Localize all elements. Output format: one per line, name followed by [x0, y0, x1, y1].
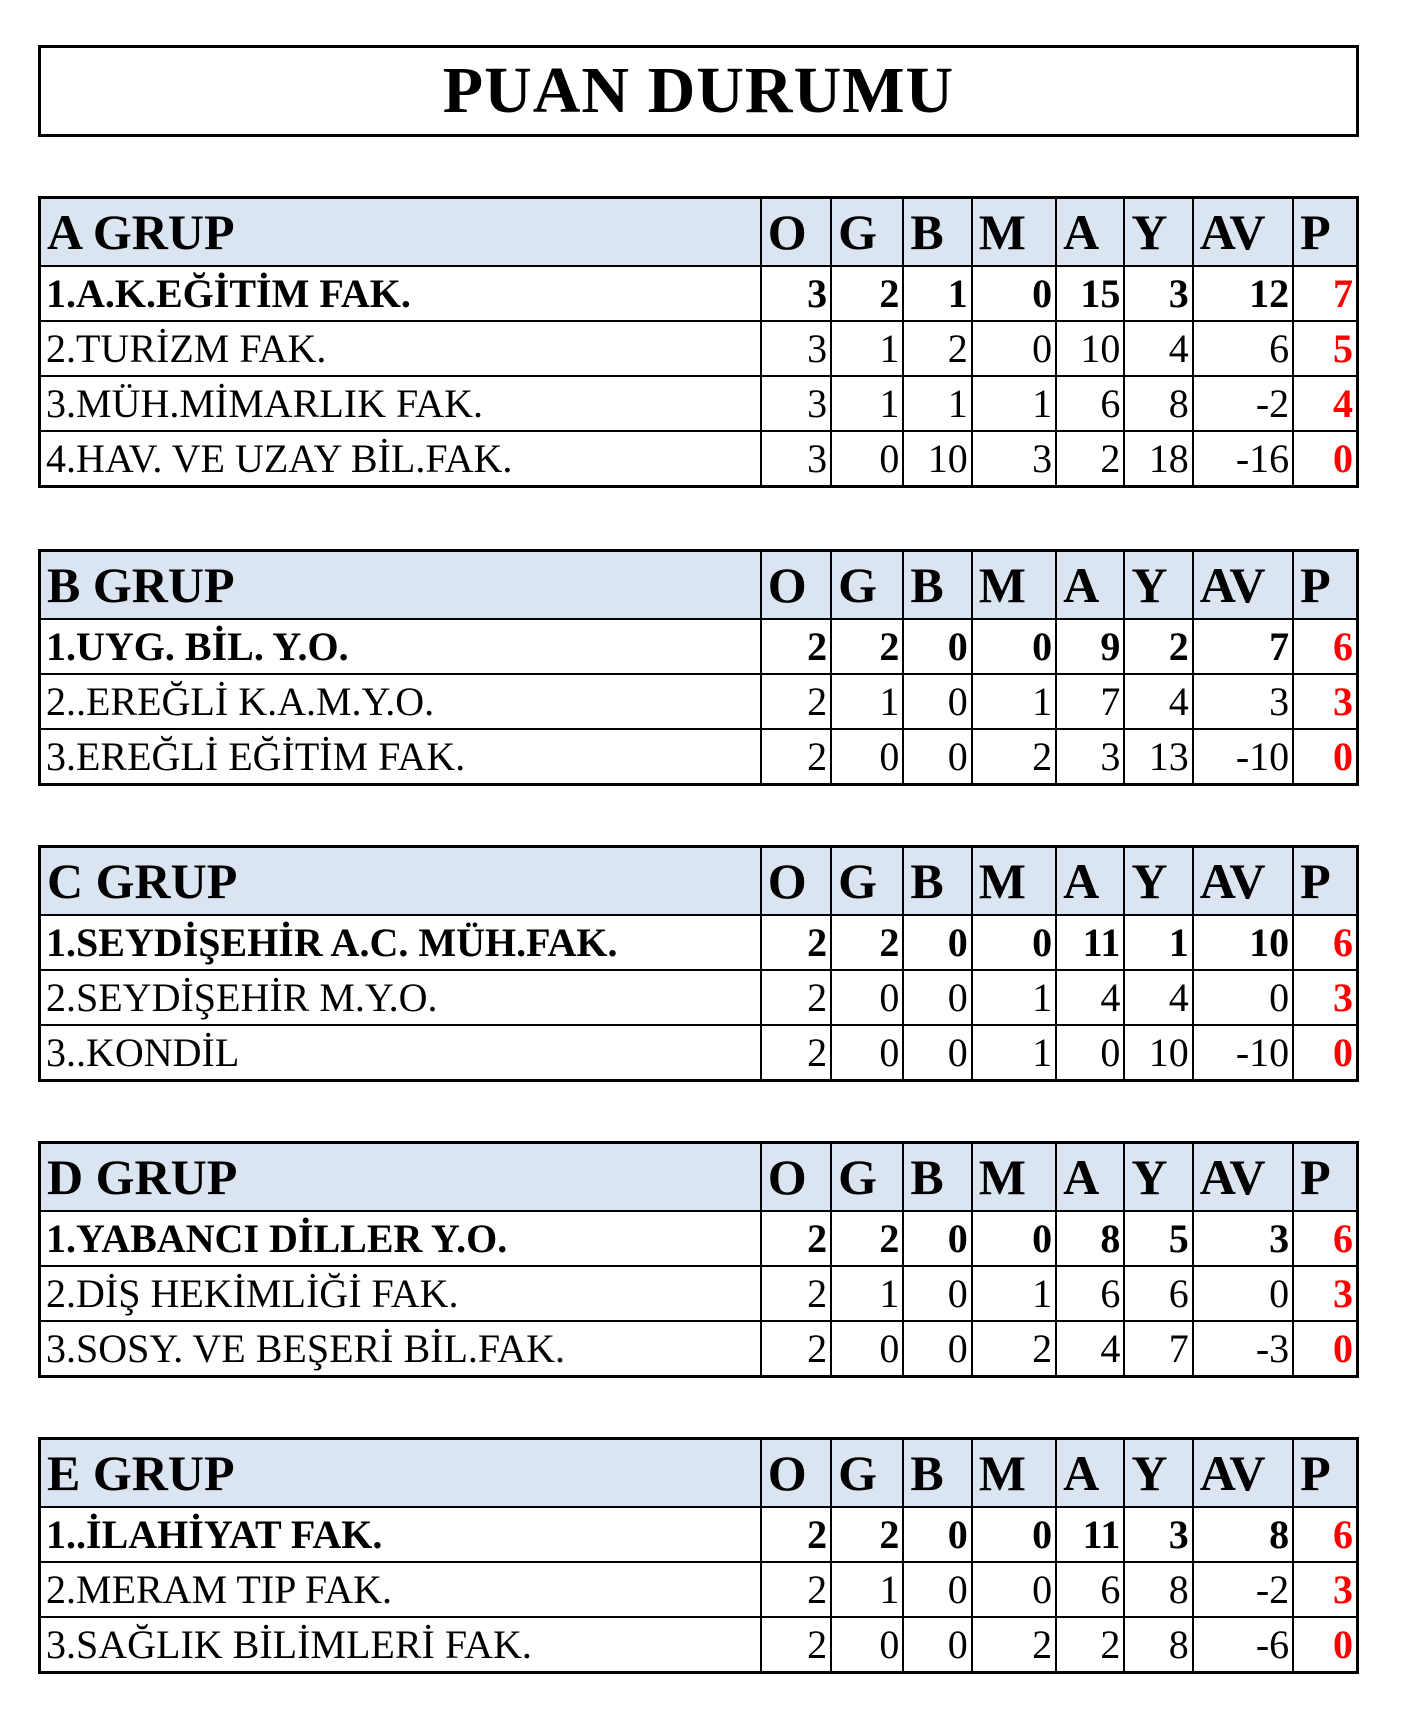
stat-cell: 7 [1193, 619, 1293, 674]
points-cell: 5 [1293, 321, 1357, 376]
stat-cell: 5 [1124, 1211, 1192, 1266]
stat-cell: 3 [1193, 1211, 1293, 1266]
column-header: G [831, 198, 903, 267]
stat-cell: 3 [761, 266, 831, 321]
stat-cell: 0 [1193, 970, 1293, 1025]
stat-cell: 8 [1124, 376, 1192, 431]
stat-cell: 1 [831, 1266, 903, 1321]
group-table [38, 1141, 1359, 1378]
stat-cell: 2 [831, 1507, 903, 1562]
column-header: B [903, 551, 971, 620]
team-name: 1.A.K.EĞİTİM FAK. [40, 266, 761, 321]
group-name: E GRUP [40, 1439, 761, 1508]
stat-cell: 0 [831, 1321, 903, 1377]
stat-cell: 1 [972, 674, 1056, 729]
stat-cell: 11 [1056, 915, 1124, 970]
stat-cell: 0 [831, 1025, 903, 1081]
stat-cell: 18 [1124, 431, 1192, 487]
column-header: A [1056, 551, 1124, 620]
stat-cell: 10 [1056, 321, 1124, 376]
table-row [40, 674, 1358, 729]
group-header-row [40, 1143, 1358, 1212]
column-header: G [831, 1143, 903, 1212]
points-cell: 6 [1293, 619, 1357, 674]
stat-cell: 1 [831, 674, 903, 729]
points-cell: 3 [1293, 674, 1357, 729]
stat-cell: 0 [903, 674, 971, 729]
stat-cell: 8 [1193, 1507, 1293, 1562]
page-title: PUAN DURUMU [442, 54, 955, 127]
column-header: M [972, 551, 1056, 620]
stat-cell: 8 [1124, 1562, 1192, 1617]
column-header: O [761, 1143, 831, 1212]
stat-cell: 11 [1056, 1507, 1124, 1562]
column-header: Y [1124, 1439, 1192, 1508]
stat-cell: -3 [1193, 1321, 1293, 1377]
column-header: B [903, 847, 971, 916]
stat-cell: 2 [972, 1617, 1056, 1673]
column-header: A [1056, 198, 1124, 267]
column-header: M [972, 1439, 1056, 1508]
stat-cell: 0 [903, 619, 971, 674]
stat-cell: 2 [761, 1211, 831, 1266]
stat-cell: 0 [972, 915, 1056, 970]
stat-cell: 0 [903, 1507, 971, 1562]
stat-cell: 2 [761, 1562, 831, 1617]
group-table [38, 196, 1359, 488]
stat-cell: 2 [761, 1507, 831, 1562]
table-row [40, 321, 1358, 376]
column-header: M [972, 1143, 1056, 1212]
stat-cell: 3 [761, 321, 831, 376]
stat-cell: 8 [1056, 1211, 1124, 1266]
stat-cell: 0 [903, 1617, 971, 1673]
column-header: G [831, 551, 903, 620]
column-header: A [1056, 847, 1124, 916]
table-row [40, 266, 1358, 321]
stat-cell: 7 [1056, 674, 1124, 729]
team-name: 2.DİŞ HEKİMLİĞİ FAK. [40, 1266, 761, 1321]
group-table [38, 1437, 1359, 1674]
column-header: A [1056, 1143, 1124, 1212]
column-header: B [903, 198, 971, 267]
table-row [40, 619, 1358, 674]
column-header: O [761, 847, 831, 916]
stat-cell: 0 [972, 1562, 1056, 1617]
stat-cell: 2 [761, 1025, 831, 1081]
title-box [38, 45, 1359, 137]
stat-cell: 6 [1056, 1266, 1124, 1321]
stat-cell: 2 [761, 674, 831, 729]
stat-cell: 2 [761, 970, 831, 1025]
stat-cell: 0 [831, 1617, 903, 1673]
stat-cell: 0 [831, 431, 903, 487]
stat-cell: 2 [1124, 619, 1192, 674]
table-row [40, 1321, 1358, 1377]
team-name: 3.SOSY. VE BEŞERİ BİL.FAK. [40, 1321, 761, 1377]
stat-cell: 0 [903, 970, 971, 1025]
points-cell: 0 [1293, 431, 1357, 487]
team-name: 1.SEYDİŞEHİR A.C. MÜH.FAK. [40, 915, 761, 970]
stat-cell: 8 [1124, 1617, 1192, 1673]
column-header: AV [1193, 1143, 1293, 1212]
column-header: G [831, 847, 903, 916]
group-name: B GRUP [40, 551, 761, 620]
stat-cell: 3 [761, 431, 831, 487]
points-cell: 3 [1293, 1266, 1357, 1321]
stat-cell: 10 [1193, 915, 1293, 970]
stat-cell: 13 [1124, 729, 1192, 785]
stat-cell: 4 [1124, 970, 1192, 1025]
stat-cell: 1 [831, 1562, 903, 1617]
table-row [40, 1211, 1358, 1266]
stat-cell: 2 [972, 1321, 1056, 1377]
stat-cell: 0 [1056, 1025, 1124, 1081]
stat-cell: 1 [972, 1025, 1056, 1081]
group-name: C GRUP [40, 847, 761, 916]
team-name: 1.YABANCI DİLLER Y.O. [40, 1211, 761, 1266]
stat-cell: 2 [972, 729, 1056, 785]
table-row [40, 376, 1358, 431]
stat-cell: 2 [1056, 431, 1124, 487]
stat-cell: 6 [1056, 1562, 1124, 1617]
team-name: 1.UYG. BİL. Y.O. [40, 619, 761, 674]
stat-cell: 0 [972, 619, 1056, 674]
column-header: M [972, 198, 1056, 267]
stat-cell: 9 [1056, 619, 1124, 674]
stat-cell: 0 [903, 1562, 971, 1617]
column-header: Y [1124, 847, 1192, 916]
column-header: A [1056, 1439, 1124, 1508]
group-header-row [40, 1439, 1358, 1508]
stat-cell: 0 [903, 915, 971, 970]
stat-cell: 1 [972, 1266, 1056, 1321]
table-row [40, 729, 1358, 785]
column-header: M [972, 847, 1056, 916]
table-row [40, 1266, 1358, 1321]
team-name: 2.SEYDİŞEHİR M.Y.O. [40, 970, 761, 1025]
stat-cell: 3 [1193, 674, 1293, 729]
team-name: 2..EREĞLİ K.A.M.Y.O. [40, 674, 761, 729]
column-header: O [761, 1439, 831, 1508]
team-name: 3.MÜH.MİMARLIK FAK. [40, 376, 761, 431]
team-name: 2.MERAM TIP FAK. [40, 1562, 761, 1617]
points-cell: 0 [1293, 1025, 1357, 1081]
stat-cell: 3 [1124, 266, 1192, 321]
stat-cell: 2 [761, 915, 831, 970]
points-cell: 6 [1293, 1507, 1357, 1562]
column-header: Y [1124, 1143, 1192, 1212]
group-header-row [40, 198, 1358, 267]
column-header: AV [1193, 847, 1293, 916]
table-row [40, 1025, 1358, 1081]
column-header: P [1293, 1439, 1357, 1508]
stat-cell: 6 [1193, 321, 1293, 376]
stat-cell: -2 [1193, 376, 1293, 431]
team-name: 2.TURİZM FAK. [40, 321, 761, 376]
points-cell: 0 [1293, 1321, 1357, 1377]
stat-cell: 2 [761, 1617, 831, 1673]
team-name: 1..İLAHİYAT FAK. [40, 1507, 761, 1562]
stat-cell: 0 [903, 729, 971, 785]
stat-cell: 10 [903, 431, 971, 487]
table-row [40, 1507, 1358, 1562]
team-name: 4.HAV. VE UZAY BİL.FAK. [40, 431, 761, 487]
stat-cell: 3 [972, 431, 1056, 487]
group-header-row [40, 551, 1358, 620]
group-name: A GRUP [40, 198, 761, 267]
column-header: P [1293, 847, 1357, 916]
group-table [38, 845, 1359, 1082]
table-row [40, 970, 1358, 1025]
points-cell: 6 [1293, 915, 1357, 970]
stat-cell: 1 [831, 321, 903, 376]
stat-cell: 0 [903, 1211, 971, 1266]
team-name: 3..KONDİL [40, 1025, 761, 1081]
stat-cell: 12 [1193, 266, 1293, 321]
stat-cell: 3 [1124, 1507, 1192, 1562]
stat-cell: 0 [903, 1025, 971, 1081]
points-cell: 0 [1293, 729, 1357, 785]
points-cell: 3 [1293, 970, 1357, 1025]
column-header: P [1293, 551, 1357, 620]
team-name: 3.SAĞLIK BİLİMLERİ FAK. [40, 1617, 761, 1673]
column-header: B [903, 1143, 971, 1212]
stat-cell: 6 [1056, 376, 1124, 431]
column-header: P [1293, 198, 1357, 267]
stat-cell: 0 [831, 970, 903, 1025]
column-header: AV [1193, 198, 1293, 267]
stat-cell: 1 [1124, 915, 1192, 970]
stat-cell: 2 [831, 619, 903, 674]
stat-cell: 2 [761, 619, 831, 674]
stat-cell: 0 [972, 321, 1056, 376]
table-row [40, 431, 1358, 487]
stat-cell: 4 [1056, 970, 1124, 1025]
stat-cell: 1 [831, 376, 903, 431]
stat-cell: 0 [1193, 1266, 1293, 1321]
stat-cell: 10 [1124, 1025, 1192, 1081]
points-cell: 7 [1293, 266, 1357, 321]
stat-cell: 0 [903, 1321, 971, 1377]
column-header: P [1293, 1143, 1357, 1212]
stat-cell: 3 [761, 376, 831, 431]
points-cell: 4 [1293, 376, 1357, 431]
stat-cell: -10 [1193, 729, 1293, 785]
column-header: Y [1124, 551, 1192, 620]
points-cell: 3 [1293, 1562, 1357, 1617]
stat-cell: 0 [972, 1211, 1056, 1266]
stat-cell: -2 [1193, 1562, 1293, 1617]
column-header: G [831, 1439, 903, 1508]
column-header: O [761, 551, 831, 620]
stat-cell: 2 [761, 729, 831, 785]
stat-cell: -10 [1193, 1025, 1293, 1081]
stat-cell: 6 [1124, 1266, 1192, 1321]
stat-cell: 7 [1124, 1321, 1192, 1377]
group-table [38, 549, 1359, 786]
stat-cell: 0 [972, 266, 1056, 321]
stat-cell: -6 [1193, 1617, 1293, 1673]
stat-cell: 2 [831, 266, 903, 321]
stat-cell: 0 [903, 1266, 971, 1321]
points-cell: 6 [1293, 1211, 1357, 1266]
stat-cell: 2 [831, 1211, 903, 1266]
points-cell: 0 [1293, 1617, 1357, 1673]
table-row [40, 915, 1358, 970]
stat-cell: -16 [1193, 431, 1293, 487]
stat-cell: 0 [972, 1507, 1056, 1562]
stat-cell: 1 [972, 376, 1056, 431]
group-name: D GRUP [40, 1143, 761, 1212]
stat-cell: 4 [1056, 1321, 1124, 1377]
stat-cell: 4 [1124, 321, 1192, 376]
stat-cell: 15 [1056, 266, 1124, 321]
column-header: O [761, 198, 831, 267]
column-header: Y [1124, 198, 1192, 267]
column-header: AV [1193, 1439, 1293, 1508]
stat-cell: 2 [903, 321, 971, 376]
stat-cell: 3 [1056, 729, 1124, 785]
stat-cell: 2 [761, 1266, 831, 1321]
stat-cell: 2 [761, 1321, 831, 1377]
table-row [40, 1562, 1358, 1617]
team-name: 3.EREĞLİ EĞİTİM FAK. [40, 729, 761, 785]
column-header: B [903, 1439, 971, 1508]
group-header-row [40, 847, 1358, 916]
stat-cell: 1 [903, 376, 971, 431]
column-header: AV [1193, 551, 1293, 620]
stat-cell: 2 [831, 915, 903, 970]
stat-cell: 1 [903, 266, 971, 321]
table-row [40, 1617, 1358, 1673]
stat-cell: 4 [1124, 674, 1192, 729]
stat-cell: 1 [972, 970, 1056, 1025]
stat-cell: 0 [831, 729, 903, 785]
stat-cell: 2 [1056, 1617, 1124, 1673]
